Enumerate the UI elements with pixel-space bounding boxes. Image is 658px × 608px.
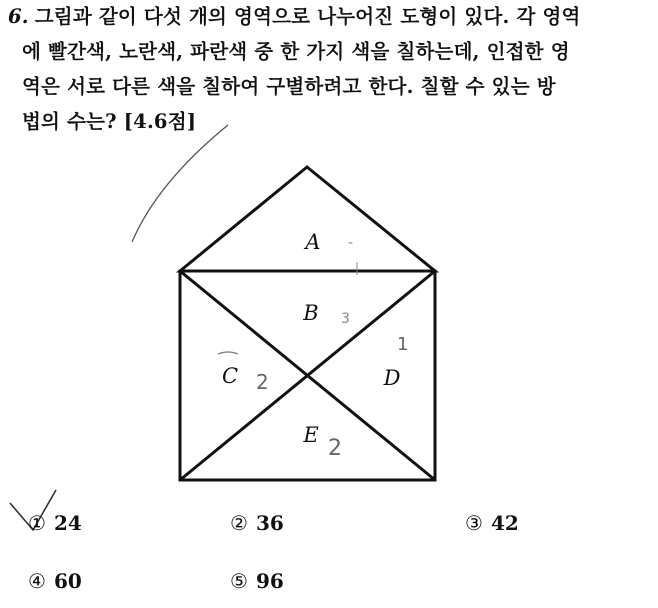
handwritten-mark-d: 1	[397, 334, 409, 355]
handwritten-tick-c	[218, 352, 238, 354]
choice-5[interactable]: ⑤ 96	[230, 569, 284, 593]
handwritten-mark-b: 3	[341, 311, 350, 327]
question-line-3: 역은 서로 다른 색을 칠하여 구별하려고 한다. 칠할 수 있는 방	[22, 75, 556, 98]
question-line-1: 6. 그림과 같이 다섯 개의 영역으로 나누어진 도형이 있다. 각 영역	[8, 5, 581, 28]
question-line-4: 법의 수는? [4.6점]	[22, 110, 197, 133]
handwritten-mark-c: 2	[256, 370, 269, 394]
region-label-b: B	[303, 301, 319, 325]
choice-4[interactable]: ④ 60	[28, 569, 82, 593]
region-label-c: C	[221, 364, 239, 388]
choice-3[interactable]: ③ 42	[465, 511, 519, 535]
choice-1[interactable]: ① 24	[28, 511, 82, 535]
question-line-2: 에 빨간색, 노란색, 파란색 중 한 가지 색을 칠하는데, 인접한 영	[22, 40, 570, 63]
region-a-triangle	[180, 167, 435, 271]
region-label-d: D	[383, 366, 401, 390]
region-label-a: A	[305, 230, 321, 254]
question-number: 6.	[8, 5, 29, 28]
handwritten-stroke	[132, 125, 228, 242]
region-label-e: E	[303, 423, 319, 447]
handwritten-mark-e: 2	[328, 436, 342, 461]
choice-2[interactable]: ② 36	[230, 511, 284, 535]
handwritten-mark-a: -	[348, 235, 354, 251]
